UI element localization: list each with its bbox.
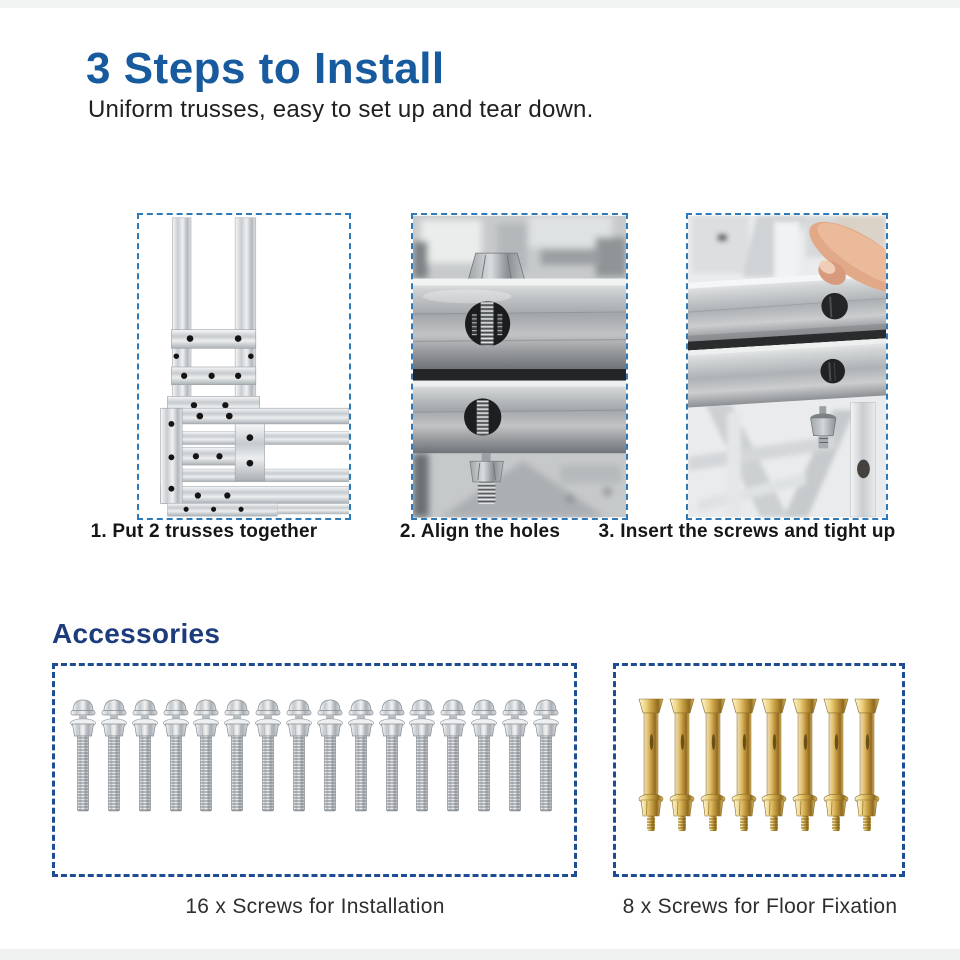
step-2-caption: 2. Align the holes	[399, 521, 561, 542]
installation-screws-caption: 16 x Screws for Installation	[185, 895, 445, 918]
installation-screw-icon	[531, 698, 561, 814]
installation-screw-icon	[284, 698, 314, 814]
installation-screw-icon	[130, 698, 160, 814]
installation-screw-icon	[469, 698, 499, 814]
floor-anchors-caption: 8 x Screws for Floor Fixation	[622, 895, 898, 918]
floor-anchors-row	[636, 698, 882, 836]
step-1-photo	[137, 213, 351, 520]
installation-screw-icon	[377, 698, 407, 814]
floor-anchor-bolt-icon	[821, 698, 851, 836]
aligned-holes-illustration	[413, 215, 626, 518]
insert-screw-finger-illustration	[688, 215, 886, 518]
floor-anchor-bolt-icon	[667, 698, 697, 836]
floor-anchor-bolt-icon	[636, 698, 666, 836]
step-2-photo	[411, 213, 628, 520]
installation-screw-icon	[407, 698, 437, 814]
floor-anchor-bolt-icon	[852, 698, 882, 836]
floor-anchor-bolt-icon	[698, 698, 728, 836]
installation-screw-icon	[222, 698, 252, 814]
step-3-caption: 3. Insert the screws and tight up	[598, 521, 896, 542]
floor-anchor-bolt-icon	[759, 698, 789, 836]
page-title: 3 Steps to Install	[86, 44, 445, 93]
installation-screw-icon	[68, 698, 98, 814]
installation-screw-icon	[191, 698, 221, 814]
step-3-photo	[686, 213, 888, 520]
photo-edge-band-top	[0, 0, 960, 8]
installation-screw-icon	[315, 698, 345, 814]
page-subtitle: Uniform trusses, easy to set up and tear down.	[88, 96, 594, 123]
floor-anchor-bolt-icon	[790, 698, 820, 836]
photo-edge-band-bottom	[0, 949, 960, 960]
installation-screw-icon	[346, 698, 376, 814]
step-1-caption: 1. Put 2 trusses together	[90, 521, 318, 542]
installation-screw-icon	[161, 698, 191, 814]
installation-screws-box	[52, 663, 577, 877]
installation-screw-icon	[500, 698, 530, 814]
installation-screws-row	[68, 698, 561, 814]
floor-anchor-bolt-icon	[729, 698, 759, 836]
installation-screw-icon	[438, 698, 468, 814]
floor-anchors-box	[613, 663, 905, 877]
accessories-heading: Accessories	[52, 618, 221, 649]
two-trusses-corner-illustration	[139, 215, 349, 518]
installation-screw-icon	[99, 698, 129, 814]
installation-screw-icon	[253, 698, 283, 814]
